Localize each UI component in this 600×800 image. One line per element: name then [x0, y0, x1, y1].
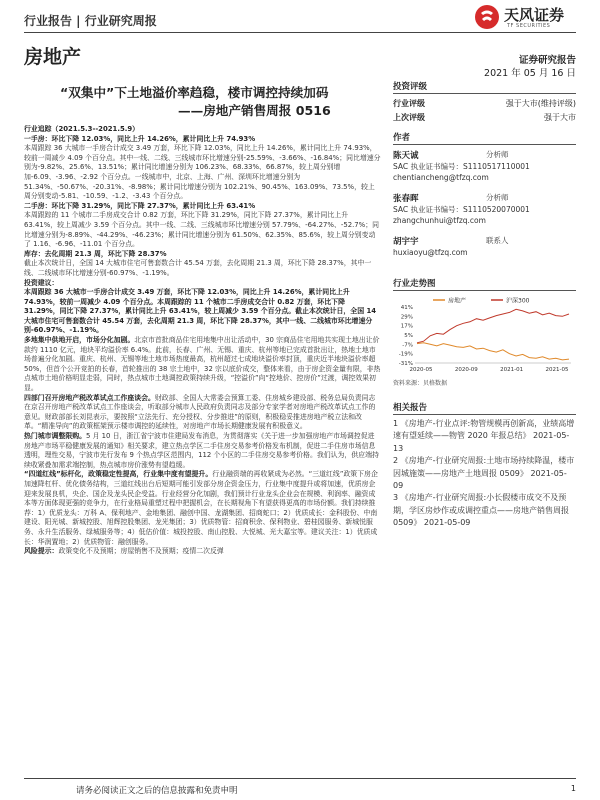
- paragraph: [24, 432, 381, 470]
- author-name: 张春晖: [393, 194, 419, 204]
- logo-icon: [474, 4, 500, 30]
- author-email: chentiancheng@tfzq.com: [393, 173, 489, 182]
- inline-heading: 热门城市调整限购。: [24, 432, 87, 440]
- author-role: 分析师: [486, 150, 509, 159]
- author-card: [393, 235, 576, 263]
- related-report-item[interactable]: 2 《房地产-行业研究周报:土地市场持续降温，楼市因城施策——房地产土地周报 0509》 2021-05-09: [393, 456, 575, 491]
- x-tick-label: 2020-09: [454, 367, 478, 373]
- logo-text-cn: 天风证券: [504, 6, 565, 24]
- footer-divider: [24, 778, 576, 779]
- y-tick-label: -19%: [398, 351, 413, 358]
- inline-heading: “四道红线”标杆化，政策稳定性提高，行业集中度有望提升。: [24, 470, 213, 479]
- report-category: 行业报告 | 行业研究周报: [24, 14, 157, 28]
- industry-rating-row: [393, 97, 576, 111]
- y-tick-label: 41%: [400, 305, 413, 311]
- authors-heading: 作者: [393, 131, 576, 145]
- trend-section: [393, 277, 576, 387]
- section-heading: 投资建议：: [24, 278, 59, 287]
- legend-label: 沪深300: [506, 297, 530, 305]
- report-body: [24, 125, 381, 557]
- prev-rating-row: [393, 111, 576, 125]
- paragraph-text: 北京市首批商品住宅用地集中出让活动中，30 宗商品住宅用地共实现土地出让价款约 1110 亿元，地块平均溢价率 6.4%。此前，长春、广州、无锡、重庆、杭州等地已完成首批出让，热地土地市场普遍分化加剧。重庆、杭州、无锡等地土地市场热度最高，杭州超过七成地块溢价率封顶，重庆近半地块溢价率超 50%，但首个公开竞拍的长春，首轮推出的 38 宗土地中，32 宗以底价成交，整体来看，由于房企资金量有限，非热点城市土地价格明显走弱，同时，热点城市土地调控政策持续升级，“控溢价”向“控地价、控房价”过渡，调控效果初显。: [24, 336, 381, 393]
- paragraph-text: 政策变化不及预期；房屋销售不及预期；疫情二次反弹: [58, 547, 224, 556]
- y-tick-label: 29%: [400, 314, 413, 321]
- tracking-period: 行业追踪（2021.5.3--2021.5.9）: [24, 125, 140, 133]
- industry-rating-label: 行业评级: [393, 99, 425, 108]
- paragraph-text: 财政部、全国人大常委会预算工委、住房城乡建设部、税务总局负责同志在京召开房地产税改革试点工作座谈会，听取部分城市人民政府负责同志及部分专家学者对房地产税改革试点工作的意见。财政部部长刘昆表示，要按照“立法先行、充分授权、分步推进”的原则，积极稳妥推进房地产税立法和改革。“精准导向”的政策框架预示楼市调控的延续性，对房地产市场长期健康发展有积极意义。: [24, 393, 376, 431]
- prev-rating-value: 强于大市: [544, 113, 576, 122]
- author-sac: SAC 执业证书编号：S1110520070001: [393, 205, 530, 214]
- report-subtitle: ——房地产销售周报 0516: [178, 103, 331, 118]
- paragraph: [24, 470, 381, 547]
- disclaimer: 请务必阅读正文之后的信息披露和免责申明: [76, 786, 238, 796]
- paragraph: [24, 547, 381, 557]
- paragraph: 本周跟踪 36 大城市一手房合计成交 3.49 万套，环比下降 12.03%，同比上升 14.26%，累计同比上升 74.93%，较前一周减少 4.09 个百分点。其中一线、二线、三线城市环比增速分别-25.59%、-3.66%、-16.84%；同比增速分别为-9.82%、25.6%、13.51%；累计同比增速分别为 106.23%、68.33%、66.87%，较上周分别增加-6.09、-3.96、-2.92 个百分点。一线城市中，北京、上海、广州、深圳环比增速分别为 51.34%、-50.67%、-20.31%、-8.98%；累计同比增速分别为 102.21%、90.45%、163.09%、73.5%，较上周分别变动-5.81、-10.59、-1.2、-3.43 个百分点。: [24, 144, 381, 201]
- paragraph-text: 行业融资端的再收紧成为必然。“三道红线”政策下房企加速降杠杆、优化债务结构，三道红线出台后短期可能引发部分房企资金压力，行业集中度提升或将加速，优质房企迎来发展良机，央企、国企及龙头民企受益。行业经营分化加剧，我们预计行业龙头企业会在规模、利润率、融资成本等方面体现更强的竞争力，在行业格局重塑过程中把握机会，在长期视角下有望获得更高的市场份额。我们持续推荐：1）优质龙头：万科 A、保利地产、金地集团、融创中国、龙湖集团、招商蛇口；2）优质成长：金科股份、中南建设、阳光城、新城控股、旭辉控股集团、龙光集团；3）优质物管：招商积余、保利物业、碧桂园服务、新城悦服务、永升生活服务、绿城服务等；4）低估价值：城投控股、南山控股、大悦城、光大嘉宝等。建议关注：1）优质成长：华润置地；2）优质物管：融创服务。: [24, 470, 378, 546]
- paragraph: 截止本次统计日，全国 14 大城市住宅可售套数合计 45.54 万套，去化周期 21.3 周，环比下降 28.37%，其中一线、二线城市环比增速分别-60.97%、-1.19%。: [24, 259, 372, 277]
- paragraph-bold: 本周跟踪 36 大城市一手房合计成交 3.49 万套，环比下降 12.03%，同比上升 14.26%，累计同比上升 74.93%，较前一周减少 4.09 个百分点。本周跟踪的 11 个城市二手房成交合计 0.82 万套，环比下降 31.29%，同比下降 27.37%，累计同比上升 63.41%，较上周减少 3.59 个百分点。截止本次统计日，全国 14 大城市住宅可售套数合计 45.54 万套，去化周期 21.3 周，环比下降 28.37%，其中一线、二线城市环比增速分别-60.97%、-1.19%。: [24, 288, 377, 335]
- sector-title: 房地产: [24, 46, 82, 68]
- section-heading: 二手房：环比下降 31.29%，同比下降 27.37%，累计同比上升 63.41%: [24, 201, 256, 210]
- related-report-item[interactable]: 3 《房地产-行业研究周报:小长假楼市成交不及预期，学区房炒作或成调控重点——房地产销售周报 0509》 2021-05-09: [393, 493, 569, 528]
- report-type: 证券研究报告: [518, 55, 576, 66]
- inline-heading: 多地集中供地开启，市场分化加剧。: [24, 336, 135, 345]
- author-email: zhangchunhui@tfzq.com: [393, 216, 486, 225]
- related-report-item[interactable]: 1 《房地产-行业点评:物管规模再创新高，业绩高增速有望延续——物管 2020 年报总结》 2021-05-13: [393, 419, 575, 453]
- logo-text-en: TF SECURITIES: [507, 23, 551, 29]
- paragraph: [24, 394, 381, 432]
- page-number: 1: [570, 784, 576, 793]
- y-tick-label: -31%: [398, 361, 413, 367]
- related-section: [393, 401, 576, 530]
- brand-logo: [474, 4, 584, 30]
- industry-rating-value: 强于大市(维持评级): [505, 99, 576, 108]
- y-tick-label: -7%: [402, 342, 413, 349]
- section-heading: 库存：去化周期 21.3 周，环比下降 28.37%: [24, 249, 167, 258]
- x-tick-label: 2021-05: [545, 367, 569, 373]
- paragraph: 本周跟踪的 11 个城市二手房成交合计 0.82 万套，环比下降 31.29%，同比下降 27.37%，累计同比上升 63.41%，较上周减少 3.59 个百分点。其中一线、二线、三线城市环比增速分别 57.79%、-64.27%、-52.7%；同比增速分别为-8.89%、-44.29%、-46.23%；累计同比增速分别为 61.50%、62.35%、85.6%，较上周分别变动了 1.16、-6.96、-11.01 个百分点。: [24, 211, 379, 249]
- author-card: [393, 192, 576, 233]
- x-tick-label: 2020-05: [409, 367, 433, 373]
- author-name: 陈天诚: [393, 151, 419, 161]
- x-tick-label: 2021-01: [500, 367, 524, 373]
- prev-rating-label: 上次评级: [393, 113, 425, 122]
- paragraph: [24, 336, 381, 394]
- section-heading: 一手房：环比下降 12.03%，同比上升 14.26%，累计同比上升 74.93%: [24, 134, 256, 143]
- author-role: 联系人: [486, 236, 509, 245]
- legend-label: 房地产: [448, 297, 467, 305]
- authors-section: [393, 131, 576, 263]
- author-sac: SAC 执业证书编号：S1110517110001: [393, 162, 530, 171]
- trend-heading: 行业走势图: [393, 277, 576, 291]
- author-name: 胡宇宇: [393, 237, 419, 247]
- author-card: [393, 149, 576, 190]
- report-title: “双集中”下土地溢价率趋稳，楼市调控持续加码: [60, 85, 329, 100]
- report-date: 2021 年 05 月 16 日: [484, 68, 576, 79]
- series-line: [417, 309, 569, 343]
- chart-source: 资料来源：贝格数据: [393, 380, 448, 387]
- inline-heading: 风险提示：: [24, 547, 59, 556]
- series-line: [417, 343, 569, 360]
- related-heading: 相关报告: [393, 401, 576, 415]
- rating-section: [393, 80, 576, 125]
- inline-heading: 四部门召开房地产税改革试点工作座谈会。: [24, 393, 155, 402]
- y-tick-label: 17%: [400, 323, 413, 330]
- trend-chart: [393, 295, 576, 375]
- y-tick-label: 5%: [404, 333, 413, 339]
- author-email: huxiaoyu@tfzq.com: [393, 248, 468, 257]
- author-role: 分析师: [486, 193, 509, 202]
- paragraph-text: 5 月 10 日，浙江省宁波市住建局发布消息，为贯彻落实《关于进一步加强房地产市场调控促进房地产市场平稳健康发展的通知》相关要求，建立热点学区二手住房交易参考价格发布机制，促进二手住房市场信息透明，理性交易，宁波市先行发布 9 个热点学区范围内，112 个小区的二手住房交易参考价格。我们认为，供应端持续收紧叠加需求端控制，热点城市房价涨势有望趋缓。: [24, 432, 379, 469]
- rating-heading: 投资评级: [393, 80, 576, 94]
- header-divider: [24, 32, 576, 33]
